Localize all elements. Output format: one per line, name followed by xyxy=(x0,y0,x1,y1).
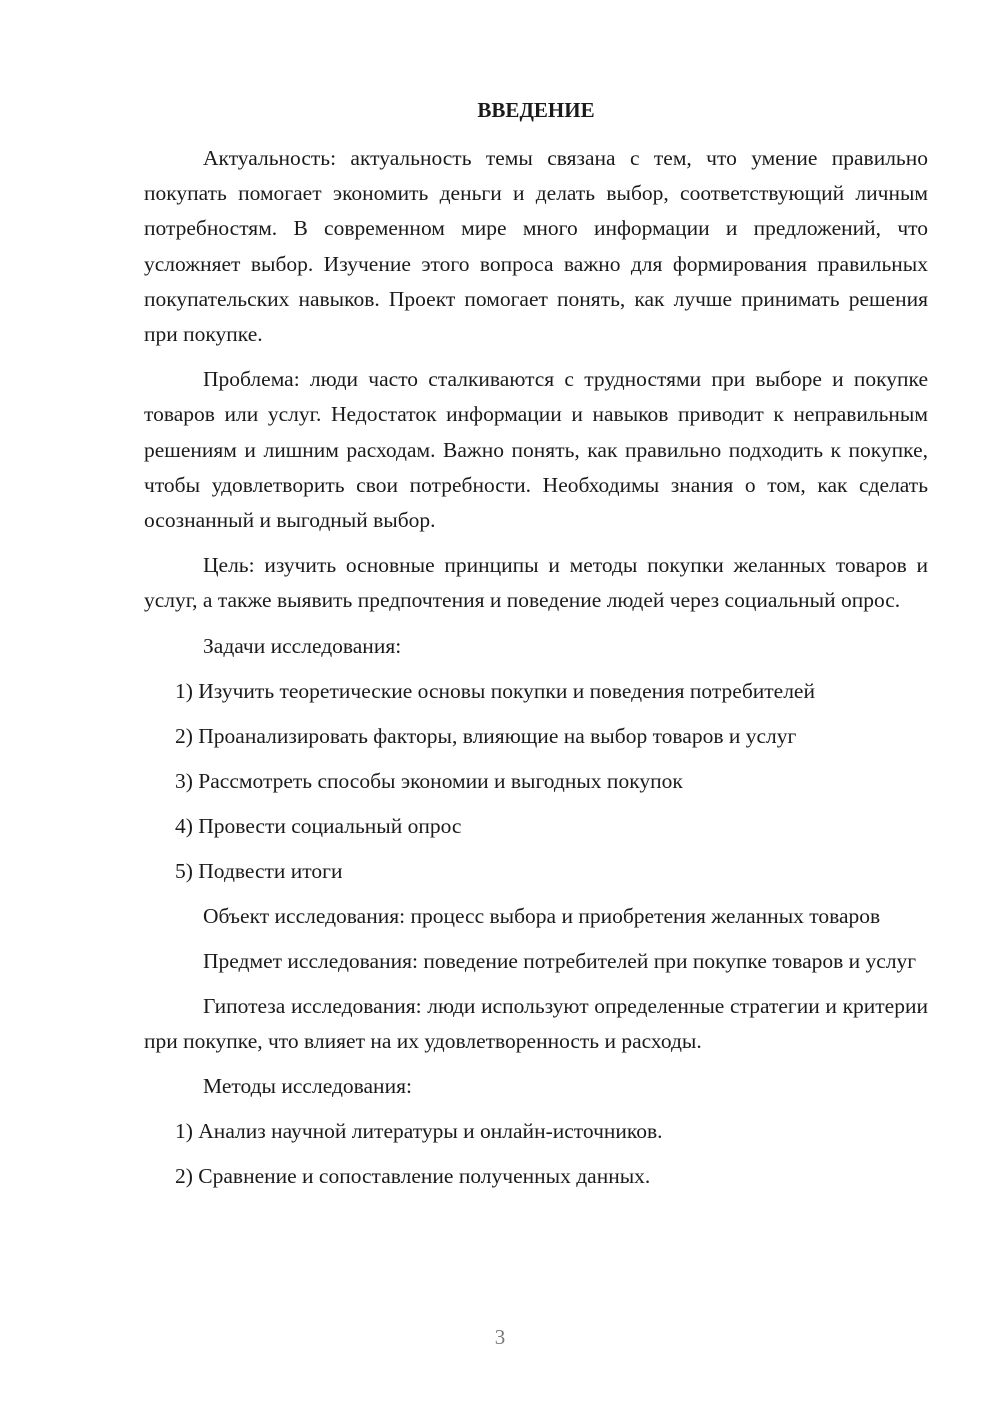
task-item: 4) Провести социальный опрос xyxy=(175,813,462,838)
relevance-paragraph: Актуальность: актуальность темы связана с тем, что умение правильно покупать помогает экономить деньги и делать выбор, соответствующий личным потребностям. В современном мире много информации и предложений, что усложняет выбор. Изучение этого вопроса важно для формирования правильных покупательских навыков. Проект помогает понять, как лучше принимать решения при покупке. xyxy=(144,146,928,347)
object-paragraph: Объект исследования: процесс выбора и приобретения желанных товаров xyxy=(203,903,881,928)
problem-paragraph: Проблема: люди часто сталкиваются с трудностями при выборе и покупке товаров или услуг. Недостаток информации и навыков приводит к неправильным решениям и лишним расходам. Важно понять, как правильно подходить к покупке, чтобы удовлетворить свои потребности. Необходимы знания о том, как сделать осознанный и выгодный выбор. xyxy=(144,367,928,533)
tasks-label: Задачи исследования: xyxy=(203,633,402,658)
hypothesis-paragraph: Гипотеза исследования: люди используют определенные стратегии и критерии при покупке, что влияет на их удовлетворенность и расходы. xyxy=(144,994,928,1054)
method-item: 2) Сравнение и сопоставление полученных данных. xyxy=(175,1164,651,1189)
document-page xyxy=(144,92,928,1204)
page-number: 3 xyxy=(494,1325,506,1349)
task-item: 3) Рассмотреть способы экономии и выгодных покупок xyxy=(175,768,683,793)
task-item: 1) Изучить теоретические основы покупки и поведения потребителей xyxy=(175,678,815,703)
task-item: 2) Проанализировать факторы, влияющие на выбор товаров и услуг xyxy=(175,723,797,748)
methods-label: Методы исследования: xyxy=(203,1074,412,1099)
method-item: 1) Анализ научной литературы и онлайн-источников. xyxy=(175,1119,663,1144)
section-heading: ВВЕДЕНИЕ xyxy=(477,98,595,122)
goal-paragraph: Цель: изучить основные принципы и методы покупки желанных товаров и услуг, а также выявить предпочтения и поведение людей через социальный опрос. xyxy=(144,553,928,613)
task-item: 5) Подвести итоги xyxy=(175,858,343,883)
subject-paragraph: Предмет исследования: поведение потребителей при покупке товаров и услуг xyxy=(203,948,917,973)
